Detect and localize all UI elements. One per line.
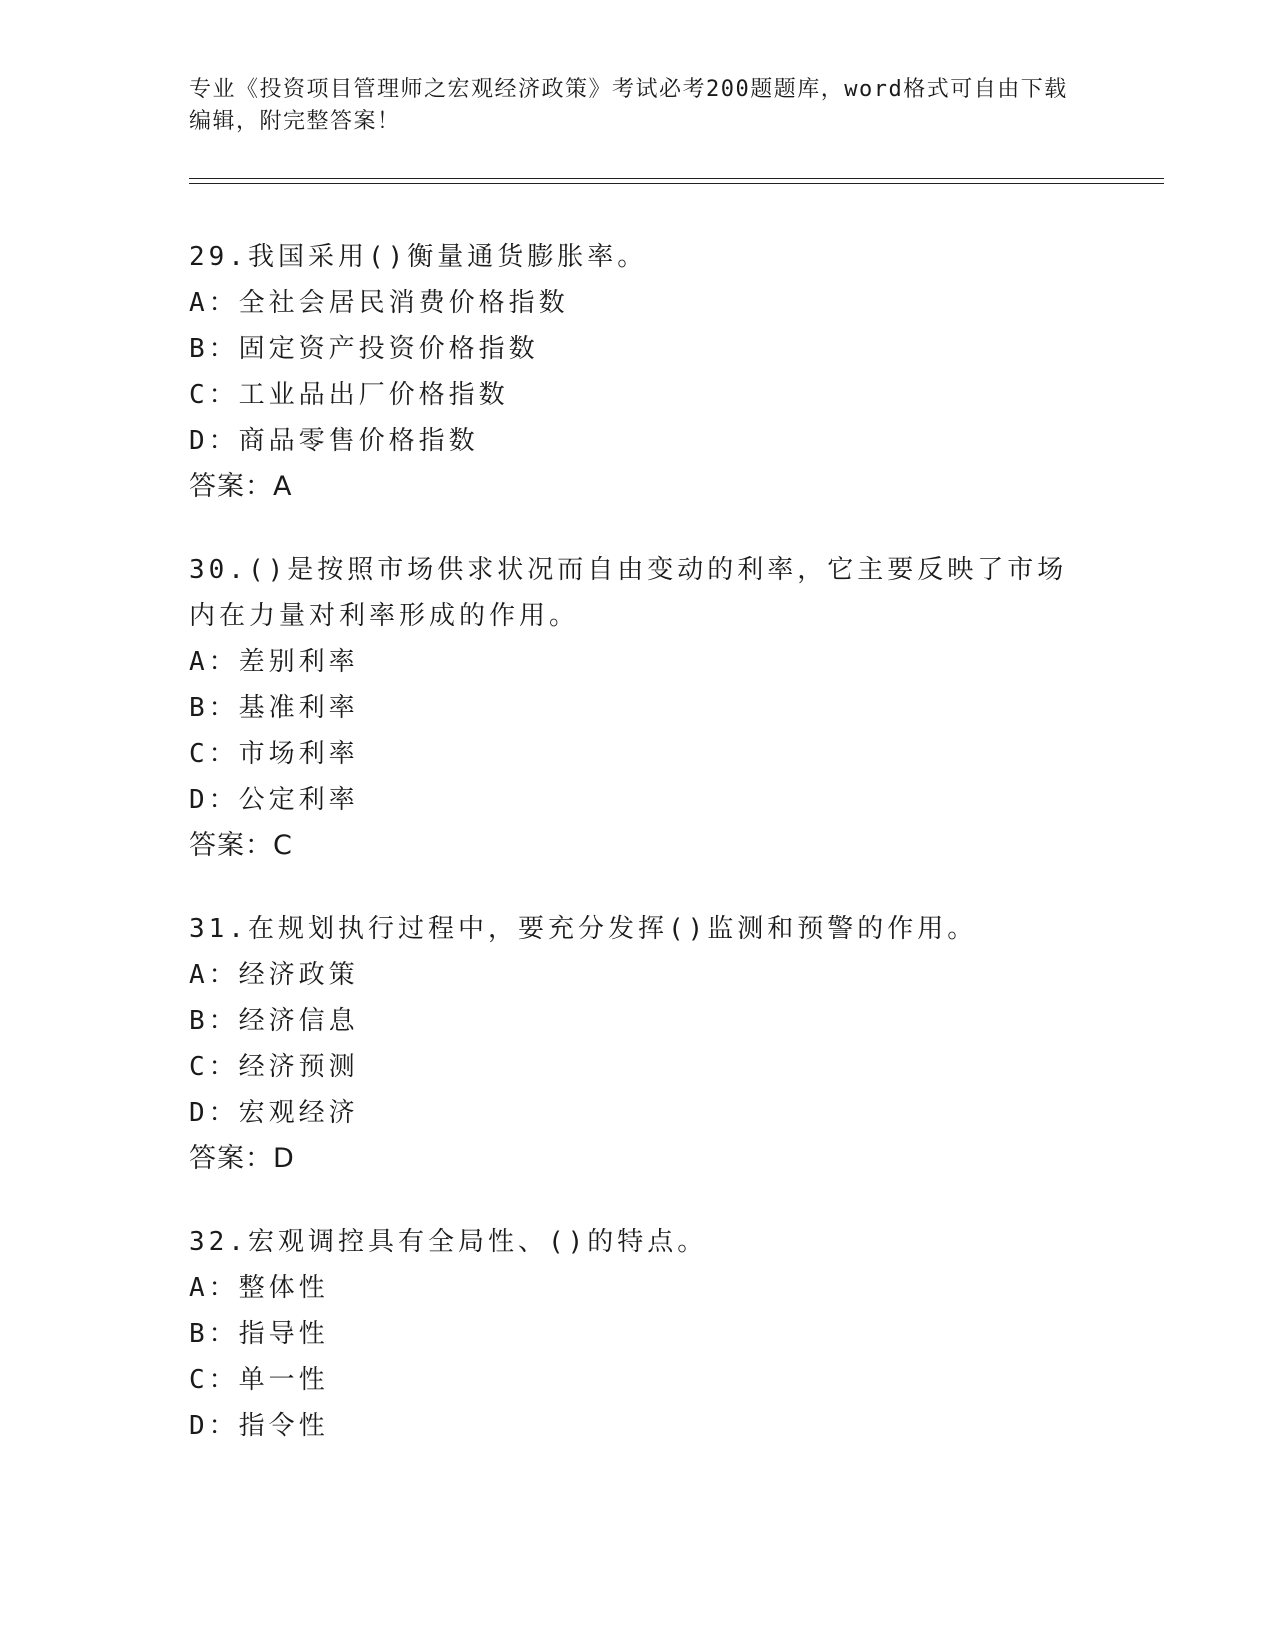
option-d: D：宏观经济 — [189, 1098, 359, 1128]
question-stem: 32.宏观调控具有全局性、()的特点。 — [189, 1227, 708, 1257]
option-b: B：经济信息 — [189, 1006, 359, 1036]
option-c: C：市场利率 — [189, 739, 359, 769]
option-d: D：指令性 — [189, 1411, 329, 1441]
question-stem: 30.()是按照市场供求状况而自由变动的利率，它主要反映了市场内在力量对利率形成的作用。 — [189, 555, 1068, 631]
answer: 答案：A — [189, 471, 293, 502]
option-b: B：指导性 — [189, 1319, 329, 1349]
question-stem: 31.在规划执行过程中，要充分发挥()监测和预警的作用。 — [189, 914, 978, 944]
option-c: C：工业品出厂价格指数 — [189, 380, 509, 410]
header-divider-top — [189, 178, 1164, 179]
question-list — [189, 234, 1089, 1486]
option-b: B：固定资产投资价格指数 — [189, 334, 539, 364]
document-header: 专业《投资项目管理师之宏观经济政策》考试必考200题题库，word格式可自由下载编辑，附完整答案！ — [189, 77, 1068, 134]
answer: 答案：C — [189, 830, 293, 861]
option-a: A：全社会居民消费价格指数 — [189, 288, 569, 318]
option-a: A：经济政策 — [189, 960, 359, 990]
option-d: D：公定利率 — [189, 785, 359, 815]
question-stem: 29.我国采用()衡量通货膨胀率。 — [189, 242, 648, 272]
question-30 — [189, 547, 1089, 869]
header-divider-bottom — [189, 183, 1164, 184]
answer: 答案：D — [189, 1143, 295, 1174]
question-32 — [189, 1219, 1089, 1449]
option-b: B：基准利率 — [189, 693, 359, 723]
question-29 — [189, 234, 1089, 510]
option-c: C：单一性 — [189, 1365, 329, 1395]
option-d: D：商品零售价格指数 — [189, 426, 479, 456]
option-a: A：整体性 — [189, 1273, 329, 1303]
question-31 — [189, 906, 1089, 1182]
option-a: A：差别利率 — [189, 647, 359, 677]
option-c: C：经济预测 — [189, 1052, 359, 1082]
